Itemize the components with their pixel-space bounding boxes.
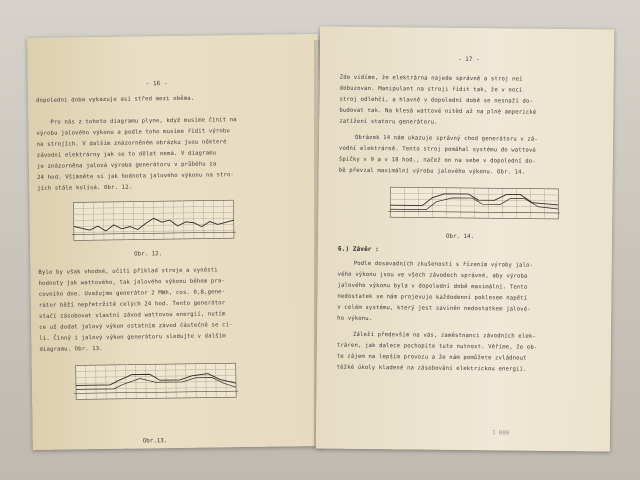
text-line: těžké úkoly kladené na zásobování elektrickou energií. [336,364,527,373]
text-line: je znázorněna jalová výroba generátoru v průběhu za [36,161,217,170]
text-line: na strojích. V dalším znázorněném obrázku jsou některé [36,139,227,148]
text-line: Bylo by však vhodné, učiti příklad stroje a vynésti [38,267,218,276]
text-line: covního dne. Uvažujme generátor 2 MWh, cos. 0,8,gene- [38,289,226,298]
text-line: 24 hod. Všimněte si jak hodnota jalového výkonu na stro- [37,172,235,181]
text-line: hodnoty jak wattového, tak jalového výkonu během pra- [38,278,226,287]
figure-13-diagram [70,361,241,407]
text-line: v celém systému, který jest zaviněn nedostatkem jalové- [337,304,531,313]
left-page [27,34,324,450]
text-line: Zde vidíme, že elektrárna najede správně a stroj neí [339,74,523,83]
figure-12-diagram [67,198,238,246]
text-line: nedostatek se nám projevuje každodenní poklesem napětí [337,293,528,302]
text-line: Obrázek 14 nám ukazuje správný chod generátoru v zá- [355,134,538,143]
figure-12-caption: Obr. 12. [134,251,163,258]
text-line: budovat tak. Na klesá wattové nitěd až na plné amperické [339,107,537,116]
text-line: špičky v 9 a v 18 hod., načež on na sebe v dopolední do- [338,156,536,165]
page-number: - 16 - [145,80,168,88]
text-line: jích stále kolísá. Obr. 12. [37,184,133,192]
text-line: Záleží především na vás, zaměstnanci závodních elek- [352,331,536,340]
text-line: závodní elektrárny jak se to dělat nemá. V diagramu [36,150,217,159]
text-line: výrobu jalového výkonu a podle toho musíme řídit výrobu [36,128,230,137]
text-line: diagramu. Obr. 13. [39,346,103,353]
text-line: ce už dodat jalový výkon ostatním závod částečně se cí- [39,322,233,331]
figure-13-caption: Obr.13. [142,438,168,445]
figure-14-diagram [382,185,562,227]
figure-14-caption: Obr. 14. [445,233,474,241]
text-line: tráren, jak dalece pochopíte tuto nutnost. Věříme, že ob- [336,342,538,351]
section-heading: 6.) Závěr : [337,245,379,254]
text-line: Podle dosavadních zkušeností s řízením výroby jalo- [353,260,534,269]
text-line: lí. Činný i jalový výkon generátoru sledujte v dalším [39,333,226,342]
text-line: zatížení statoru generátoru. [339,118,438,126]
text-line: Pro nás z tohoto diagramu plyne, když musíme činit na [50,117,237,126]
page-footer: 1 000 [491,430,510,437]
text-line: dobuzovan. Manipulant na stroji řídit tak, že v noci [339,85,523,94]
text-line: ho výkonu. [337,315,373,323]
page-number: - 17 - [457,55,480,64]
text-line: rátor běží nepřetržitě celých 24 hod. Tento generátor [38,300,226,309]
text-line: vého výkonu jsou ve všech závodech správné, aby výroba [337,271,528,280]
text-line: vodní elektrárně. Tento stroj pomáhal systému do wattové [338,145,536,154]
text-line: stačí zásobovat vlastní závod wattovou energií, nutím [38,311,226,320]
right-page [316,26,614,451]
text-line: stroj odlehčí, a hlavně v dopolední době se nesnaží do- [339,96,533,105]
text-line: bě převzal maximální výrobu jalového výkonu. Obr. 14. [338,167,526,176]
text-line: te zájem na lepším provozu a že nám pomůžete zvládnout [336,353,527,362]
text-line: jalového výkonu byla v dopolední době maximální. Tento [337,282,528,291]
text-line: dopoledni doba vykazuje asi střed mezi oběma. [35,95,195,104]
